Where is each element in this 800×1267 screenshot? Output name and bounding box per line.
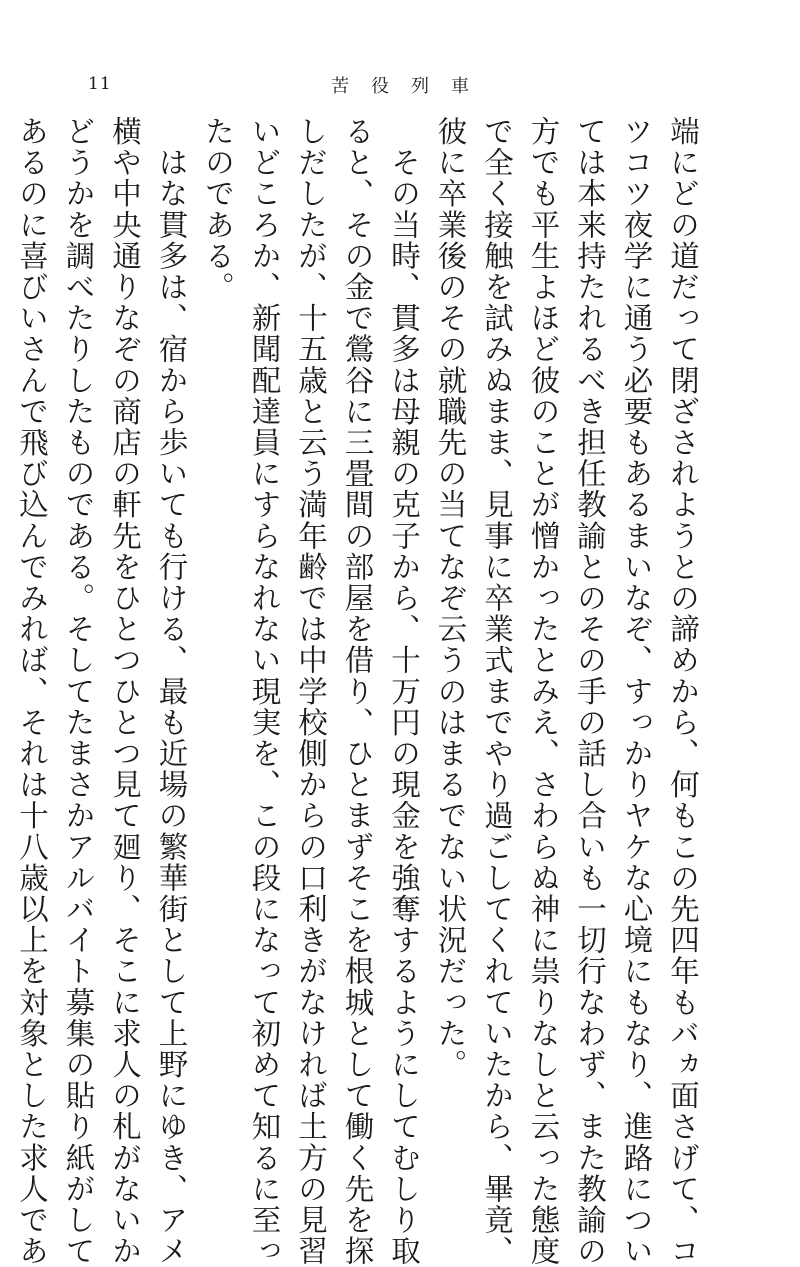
text-line: どうかを調べたりしたものである。そしてたまさかアルバイト募集の貼り紙がして (61, 116, 96, 1267)
text-line: しだしたが、十五歳と云う満年齢では中学校側からの口利きがなければ土方の見習 (294, 116, 328, 1267)
text-line: 端にどの道だって閉ざされようとの諦めから、何もこの先四年もバヵ面さげて、コ (666, 116, 700, 1267)
running-title: 苦役列車 (331, 76, 491, 97)
text-line: ると、その金で鶯谷に三畳間の部屋を借り、ひとまずそこを根城として働く先を探 (340, 116, 375, 1267)
text-line: はな貫多は、宿から歩いても行ける、最も近場の繁華街として上野にゆき、アメ (154, 116, 189, 1267)
text-line: 方でも平生よほど彼のことが憎かったとみえ、さわらぬ神に祟りなしと云った態度 (526, 116, 561, 1267)
page-number: 11 (88, 74, 112, 94)
text-line: たのである。 (201, 116, 235, 303)
text-line: あるのに喜びいさんで飛び込んでみれば、それは十八歳以上を対象とした求人であ (15, 116, 49, 1267)
text-line: ては本来持たれるべき担任教諭とのその手の話し合いも一切行なわず、また教諭の (573, 116, 607, 1267)
text-line: で全く接触を試みぬまま、見事に卒業式までやり過ごしてくれていたから、畢竟、 (480, 116, 514, 1267)
text-line: 横や中央通りなぞの商店の軒先をひとつひとつ見て廻り、そこに求人の札がないか (108, 116, 142, 1267)
text-line: 彼に卒業後のその就職先の当てなぞ云うのはまるでない状況だった。 (433, 116, 468, 1081)
text-line: ツコツ夜学に通う必要もあるまいなぞ、すっかりヤケな心境にもなり、進路につい (619, 116, 654, 1267)
vertical-body-text (15, 116, 706, 1267)
text-line: その当時、貫多は母親の克子から、十万円の現金を強奪するようにしてむしり取 (387, 116, 421, 1267)
text-line: いどころか、新聞配達員にすらなれない現実を、この段になって初めて知るに至っ (247, 116, 282, 1267)
